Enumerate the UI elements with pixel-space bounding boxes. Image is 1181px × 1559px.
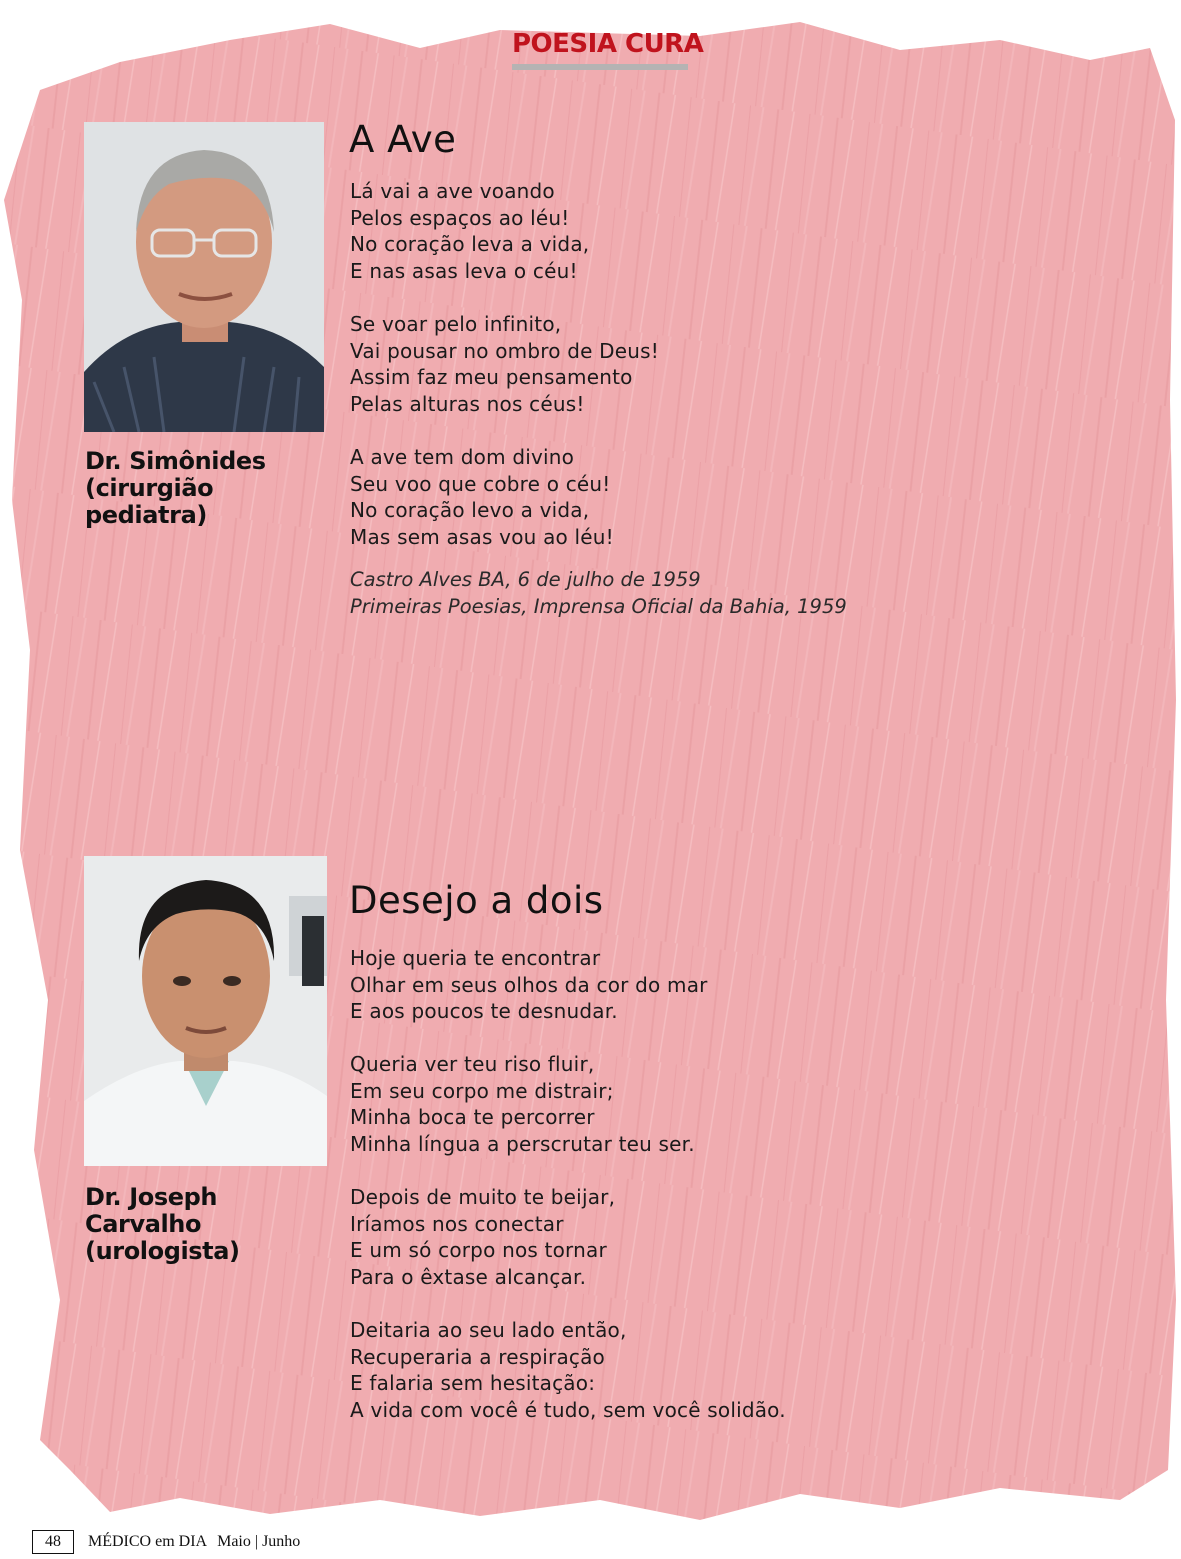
poem-line: Deitaria ao seu lado então, (350, 1318, 627, 1342)
poem-line: E falaria sem hesitação: (350, 1371, 596, 1396)
poem-line: E um só corpo nos tornar (350, 1238, 607, 1263)
poem-line: Recuperaria a respiração (350, 1344, 605, 1369)
poem-line: Depois de muito te beijar, (350, 1185, 616, 1209)
issue-date: Maio | Junho (217, 1533, 301, 1550)
poem-line: Pelas alturas nos céus! (350, 391, 585, 416)
poem-title-a-ave: A Ave (349, 118, 457, 161)
poem-stanza (350, 444, 614, 550)
poem-line: Minha língua a perscrutar teu ser. (350, 1131, 695, 1156)
poem-line: Minha boca te percorrer (350, 1105, 595, 1130)
author-line: Dr. Simônides (85, 447, 266, 475)
poem-line: Olhar em seus olhos da cor do mar (350, 972, 708, 997)
poem-line: Em seu corpo me distrair; (350, 1078, 614, 1103)
poem-line: Vai pousar no ombro de Deus! (350, 338, 659, 363)
poem-line: Mas sem asas vou ao léu! (350, 524, 614, 549)
poem-line: Pelos espaços ao léu! (350, 205, 570, 230)
credit-line: Primeiras Poesias, Imprensa Oficial da Bahia, 1959 (350, 595, 847, 618)
poem-stanza (350, 1184, 615, 1290)
page-number: 48 (32, 1530, 74, 1554)
author-line: pediatra) (85, 501, 207, 529)
section-title-underline (512, 64, 688, 70)
page-footer (32, 1529, 300, 1555)
credit-line: Castro Alves BA, 6 de julho de 1959 (350, 568, 701, 591)
author-photo-joseph (84, 856, 327, 1166)
poem-line: Lá vai a ave voando (350, 179, 555, 203)
author-line: (urologista) (85, 1237, 240, 1265)
poem-line: No coração leva a vida, (350, 232, 590, 257)
poem-line: Para o êxtase alcançar. (350, 1264, 587, 1289)
author-name-joseph (85, 1184, 240, 1265)
poem-line: E aos poucos te desnudar. (350, 999, 618, 1024)
poem-line: Se voar pelo infinito, (350, 312, 562, 336)
magazine-name: MÉDICO em DIA (88, 1533, 208, 1550)
poem-stanza (350, 311, 659, 417)
poem-line: Queria ver teu riso fluir, (350, 1052, 595, 1076)
poem-title-desejo-a-dois: Desejo a dois (349, 879, 604, 922)
poem-line: Hoje queria te encontrar (350, 946, 601, 970)
author-name-simonides (85, 448, 266, 529)
poem-line: Assim faz meu pensamento (350, 365, 633, 390)
poem-credit (350, 566, 847, 620)
section-header (512, 26, 704, 70)
author-photo-simonides (84, 122, 324, 432)
poem-stanza (350, 945, 708, 1025)
poem-line: A vida com você é tudo, sem você solidão. (350, 1397, 786, 1422)
author-line: Carvalho (85, 1210, 202, 1238)
poem-stanza (350, 1317, 786, 1423)
poem-line: No coração levo a vida, (350, 498, 590, 523)
section-title: POESIA CURA (512, 29, 704, 59)
poem-line: A ave tem dom divino (350, 445, 575, 469)
poem-line: Iríamos nos conectar (350, 1211, 564, 1236)
poem-stanza (350, 1051, 695, 1157)
poem-stanza (350, 178, 589, 284)
author-line: (cirurgião (85, 474, 214, 502)
poem-line: E nas asas leva o céu! (350, 258, 578, 283)
poem-line: Seu voo que cobre o céu! (350, 471, 611, 496)
author-line: Dr. Joseph (85, 1183, 218, 1211)
